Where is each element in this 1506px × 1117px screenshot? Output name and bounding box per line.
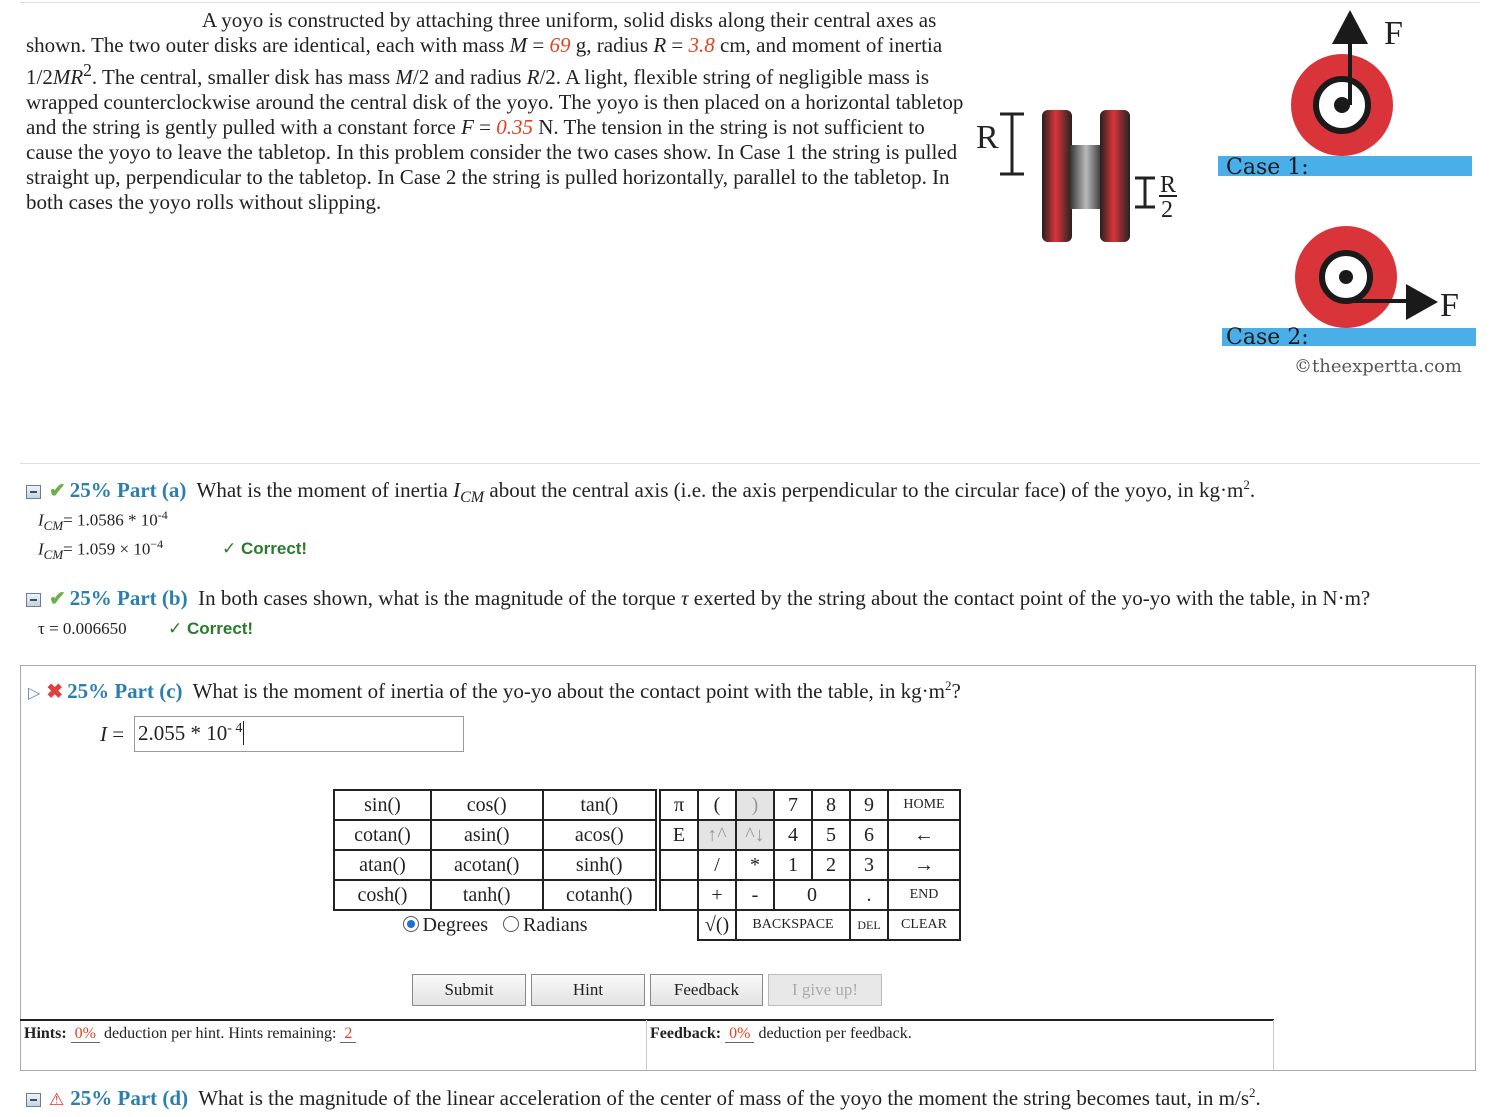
- part-b-header: ✔ 25% Part (b) In both cases shown, what is the magnitude of the torque τ exerted by the string about the contact point of the yo-yo with the table, in N·m?: [26, 585, 1370, 612]
- key-superscript-down[interactable]: ^↓: [736, 820, 774, 850]
- key-clear[interactable]: CLEAR: [888, 910, 960, 940]
- mass-value: 69: [549, 33, 571, 57]
- key-cotan[interactable]: cotan(): [334, 820, 431, 850]
- feedback-deduction: 0%: [725, 1025, 754, 1043]
- key-backspace[interactable]: BACKSPACE: [736, 910, 850, 940]
- angle-mode-row: Degrees Radians: [334, 910, 656, 939]
- key-4[interactable]: 4: [774, 820, 812, 850]
- svg-text:2: 2: [1161, 197, 1173, 223]
- submit-button[interactable]: Submit: [412, 974, 526, 1006]
- case2-diagram: [1222, 226, 1476, 350]
- yoyo-figure: [970, 0, 1490, 390]
- key-blank: [660, 850, 698, 880]
- part-b-entered-answer: τ = 0.006650: [38, 619, 127, 638]
- check-icon: ✔: [49, 480, 66, 502]
- case1-force-label: F: [1384, 15, 1403, 52]
- collapse-part-d-button[interactable]: [26, 1093, 41, 1107]
- key-cosh[interactable]: cosh(): [334, 880, 431, 910]
- collapse-part-b-button[interactable]: [26, 593, 41, 607]
- hints-remaining: 2: [340, 1025, 356, 1043]
- key-2[interactable]: 2: [812, 850, 850, 880]
- key-blank: [660, 880, 698, 910]
- key-cos[interactable]: cos(): [431, 790, 543, 820]
- key-acos[interactable]: acos(): [543, 820, 656, 850]
- key-multiply[interactable]: *: [736, 850, 774, 880]
- hint-deduction: 0%: [71, 1025, 100, 1043]
- part-a-status: ✓ Correct!: [222, 539, 308, 558]
- problem-statement: A yoyo is constructed by attaching three uniform, solid disks along their central axes as shown. The two outer disks are identical, each with mass M = 69 g, radius R = 3.8 cm, and moment of inertia $1/2MR^2$. The central, smaller disk has mass M/2 and radius R/2. A light, flexible string of negligible mass is wrapped counterclockwise around the central disk of the yoyo. The yoyo is then placed on a horizontal tabletop and the string is gently pulled with a constant force F = 0.35 N. The tension in the string is not sufficient to cause the yoyo to leave the tabletop. In this problem consider the two cases show. In Case 1 the string is pulled straight up, perpendicular to the tabletop. In Case 2 the string is pulled horizontally, parallel to the tabletop. In both cases the yoyo rolls without slipping.: [26, 8, 964, 214]
- part-a-entered-answer: $I_{CM}= 1.0586 * 10^{-4}$: [38, 508, 168, 534]
- key-sqrt[interactable]: √(): [698, 910, 736, 940]
- radius-value: 3.8: [688, 33, 715, 57]
- key-pi[interactable]: π: [660, 790, 698, 820]
- part-b-status: ✓ Correct!: [168, 619, 254, 638]
- figure-credit: ©theexpertta.com: [1294, 356, 1462, 377]
- key-acotan[interactable]: acotan(): [431, 850, 543, 880]
- key-3[interactable]: 3: [850, 850, 888, 880]
- part-a-formatted-answer: $I_{CM}= 1.059 \times 10^{-4}$: [38, 537, 164, 563]
- hints-info: Hints: 0% deduction per hint. Hints remaining: 2: [24, 1025, 356, 1043]
- key-e[interactable]: E: [660, 820, 698, 850]
- case1-label: Case 1:: [1226, 155, 1309, 180]
- key-9[interactable]: 9: [850, 790, 888, 820]
- key-sinh[interactable]: sinh(): [543, 850, 656, 880]
- expand-triangle-icon[interactable]: ▷: [28, 685, 41, 702]
- check-icon: ✔: [49, 588, 66, 610]
- key-del[interactable]: DEL: [850, 910, 888, 940]
- key-5[interactable]: 5: [812, 820, 850, 850]
- key-8[interactable]: 8: [812, 790, 850, 820]
- warning-icon: ⚠: [49, 1090, 65, 1109]
- key-decimal[interactable]: .: [850, 880, 888, 910]
- function-keypad: [333, 789, 657, 939]
- key-0[interactable]: 0: [774, 880, 850, 910]
- key-left-arrow[interactable]: ←: [888, 820, 960, 850]
- key-home[interactable]: HOME: [888, 790, 960, 820]
- radians-radio[interactable]: [503, 916, 519, 932]
- half-radius-label: R: [1160, 172, 1177, 198]
- answer-input[interactable]: $2.055 * 10^{- 4}$: [134, 716, 464, 752]
- degrees-radio[interactable]: [403, 916, 419, 932]
- key-close-paren[interactable]: ): [736, 790, 774, 820]
- key-6[interactable]: 6: [850, 820, 888, 850]
- key-minus[interactable]: -: [736, 880, 774, 910]
- part-c-header: ▷ ✖ 25% Part (c) What is the moment of inertia of the yo-yo about the contact point with the table, in $kg\cdot m^2$?: [28, 678, 961, 703]
- incorrect-x-icon: ✖: [46, 681, 64, 703]
- key-1[interactable]: 1: [774, 850, 812, 880]
- case2-force-label: F: [1440, 287, 1459, 324]
- key-tanh[interactable]: tanh(): [431, 880, 543, 910]
- yoyo-side-view: [976, 110, 1177, 242]
- key-open-paren[interactable]: (: [698, 790, 736, 820]
- key-right-arrow[interactable]: →: [888, 850, 960, 880]
- key-divide[interactable]: /: [698, 850, 736, 880]
- feedback-info: Feedback: 0% deduction per feedback.: [650, 1025, 912, 1042]
- part-c-variable-label: I =: [100, 722, 125, 746]
- part-d-header: ⚠ 25% Part (d) What is the magnitude of the linear acceleration of the center of mass of the yoyo the moment the string becomes taut, in $m/s^2$.: [26, 1080, 1261, 1113]
- key-superscript-up[interactable]: ↑^: [698, 820, 736, 850]
- key-asin[interactable]: asin(): [431, 820, 543, 850]
- number-keypad: [659, 789, 961, 941]
- key-end[interactable]: END: [888, 880, 960, 910]
- feedback-button[interactable]: Feedback: [650, 974, 763, 1006]
- collapse-part-a-button[interactable]: [26, 485, 41, 499]
- radius-label: R: [976, 119, 999, 156]
- key-cotanh[interactable]: cotanh(): [543, 880, 656, 910]
- key-tan[interactable]: tan(): [543, 790, 656, 820]
- case2-label: Case 2:: [1226, 325, 1309, 350]
- hint-button[interactable]: Hint: [531, 974, 645, 1006]
- key-sin[interactable]: sin(): [334, 790, 431, 820]
- key-7[interactable]: 7: [774, 790, 812, 820]
- key-plus[interactable]: +: [698, 880, 736, 910]
- case1-diagram: [1218, 10, 1472, 180]
- force-value: 0.35: [496, 115, 533, 139]
- part-a-header: ✔ 25% Part (a) What is the moment of inertia $I_{CM}$ about the central axis (i.e. the axis perpendicular to the circular face) of the yoyo, in $kg\cdot m^2$.: [26, 472, 1255, 511]
- give-up-button[interactable]: I give up!: [768, 974, 882, 1006]
- key-atan[interactable]: atan(): [334, 850, 431, 880]
